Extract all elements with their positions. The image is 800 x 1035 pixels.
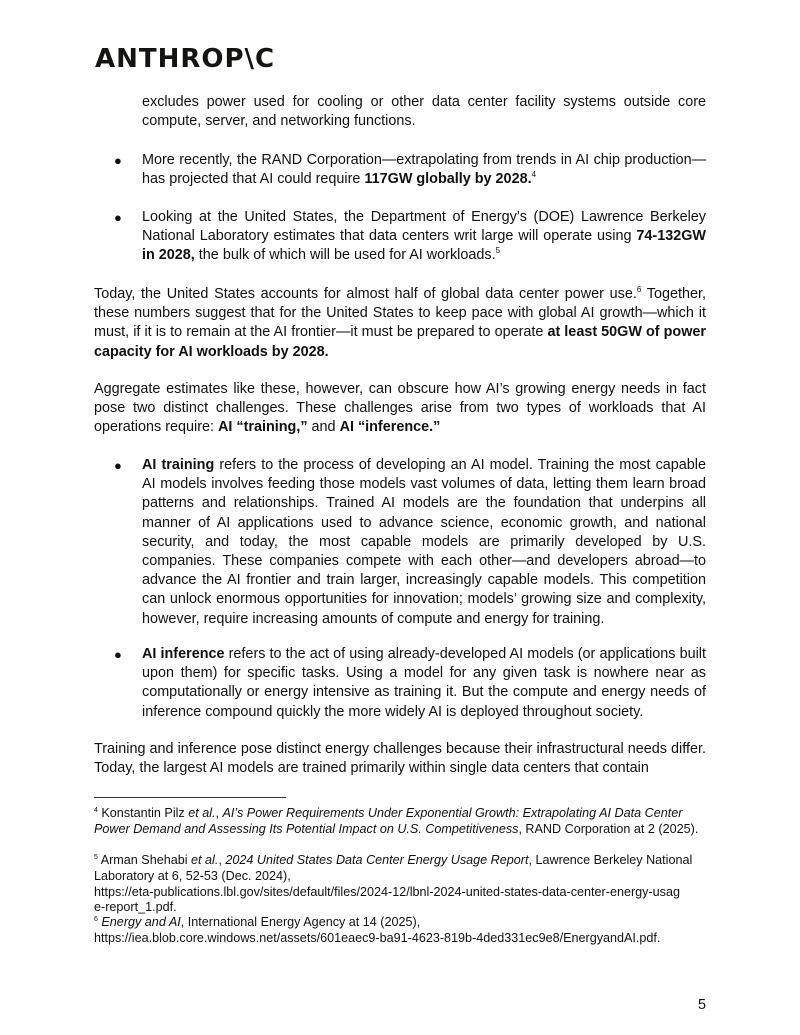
page-number: 5 [697,997,706,1013]
paragraph-today: Today, the United States accounts for almost half of global data center power use.$^6$ Together, these numbers suggest that for the United States to keep pace with global AI growth—which it must, if it is to remain at the AI frontier—it must be prepared to operate at least 50GW of power capacity for AI workloads by 2028. [94,285,706,360]
footnote-link[interactable]: https://eta-publications.lbl.gov/sites/default/files/2024-12/lbnl-2024-united-states-data-center-energy-usag [94,884,680,899]
footnote-divider [94,797,286,798]
bullet-icon: ● [114,210,122,225]
footnote-4: $^4$ Konstantin Pilz et al., AI’s Power Requirements Under Exponential Growth: Extrapolating AI Data Center Power Demand and Assessing Its Potential Impact on U.S. Competitiveness, RAND Corporation at 2 (2025). [94,806,699,836]
footnote-6: $^6$ Energy and AI, International Energy Agency at 14 (2025), https://iea.blob.core.windows.net/assets/601eaec9-ba91-4623-819b-4ded331ec9e8/EnergyandAI.pdf. [94,915,661,945]
continued-bullet-text: excludes power used for cooling or other data center facility systems outside core compute, server, and networking functions. [142,94,706,130]
footnote-ref: 5 [495,246,501,256]
bullet-doe: Looking at the United States, the Department of Energy’s (DOE) Lawrence Berkeley National Laboratory estimates that data centers writ large will operate using 74-132GW in 2028, the bulk of which will be used for AI workloads.$^5$ [142,209,706,264]
bullet-icon: ● [114,153,122,168]
footnote-link[interactable]: e-report_1.pdf. [94,900,177,915]
bullet-ai-training: AI training refers to the process of developing an AI model. Training the most capable AI models involves feeding those models vast volumes of data, letting them learn broad patterns and relationships. Trained AI models are the foundation that underpins all manner of AI applications used to advance science, economic growth, and national security, and today, the most capable models are primarily developed by U.S. companies. These companies compete with each other—and developers abroad—to advance the AI frontier and train larger, increasingly capable models. This competition can unlock enormous opportunities for innovation; models’ growing size and complexity, however, require increasing amounts of compute and energy for training. [142,457,706,627]
anthropic-logo: ANTHROP\C [95,44,276,74]
footnote-ref: 6 [636,285,642,295]
footnote-5: $^5$ Arman Shehabi et al., 2024 United States Data Center Energy Usage Report, Lawrence Berkeley National Laboratory at 6, 52-53 (Dec. 2024), https://eta-publications.lbl.gov/sites/default/files/2024-12/lbnl-2024-united-states-data-center-energy-usag e-report_1.pdf. [94,853,693,915]
bullet-icon: ● [114,458,122,473]
bullet-rand: More recently, the RAND Corporation—extrapolating from trends in AI chip production—has projected that AI could require 117GW globally by 2028.$^4$ [142,152,706,188]
footnote-ref: 4 [531,170,537,180]
bullet-ai-inference: AI inference refers to the act of using already-developed AI models (or applications built upon them) for specific tasks. Using a model for any given task is nowhere near as computationally or energy intensive as training it. But the compute and energy needs of inference compound quickly the more widely AI is deployed throughout society. [142,646,707,720]
paragraph-training-inference: Training and inference pose distinct energy challenges because their infrastructural needs differ. Today, the largest AI models are trained primarily within single data centers that contain [94,741,706,777]
bullet-icon: ● [114,647,122,662]
paragraph-aggregate: Aggregate estimates like these, however, can obscure how AI’s growing energy needs in fact pose two distinct challenges. These challenges arise from two types of workloads that AI operations require: AI “training,” and AI “inference.” [94,381,706,436]
footnote-link[interactable]: https://iea.blob.core.windows.net/assets/601eaec9-ba91-4623-819b-4ded331ec9e8/EnergyandAI.pdf. [94,930,661,945]
